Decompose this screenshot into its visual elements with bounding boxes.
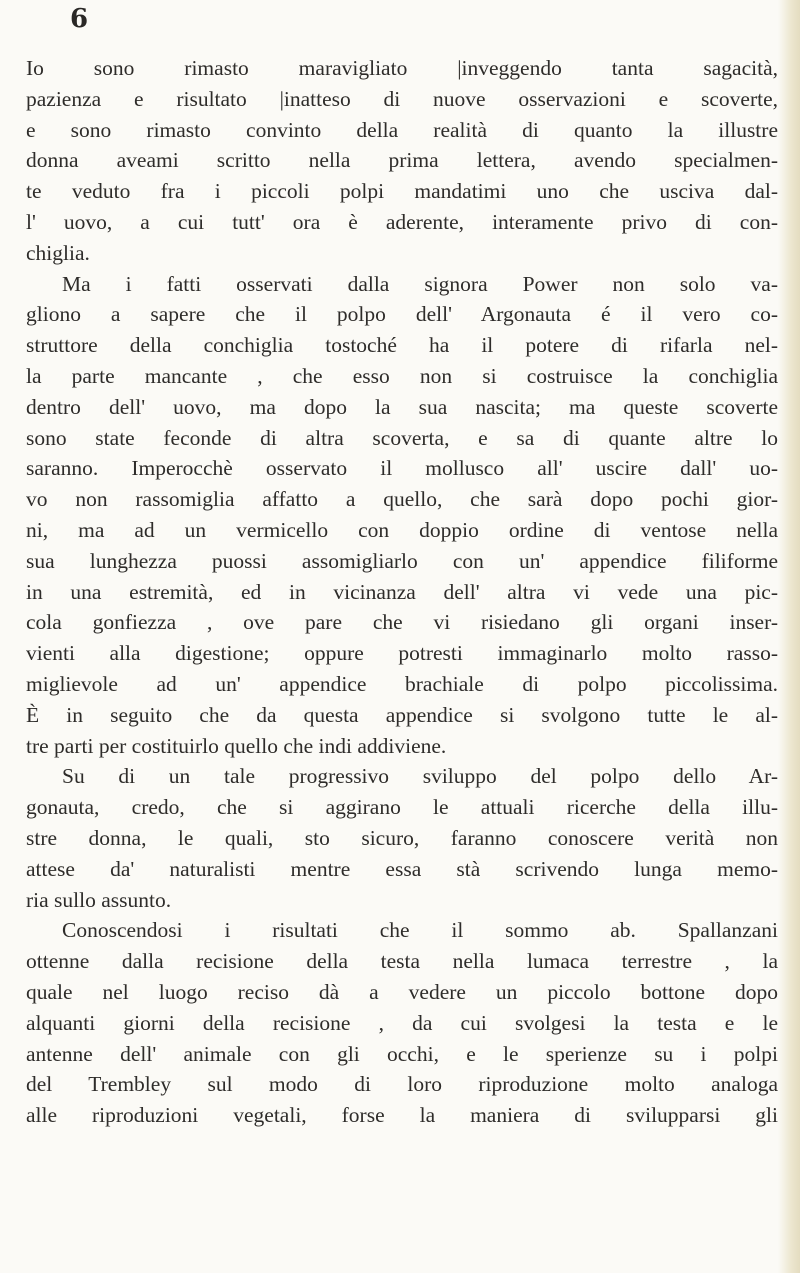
text-line: sono state feconde di altra scoverta, e sa di quante altre lo	[26, 425, 778, 450]
text-line: te veduto fra i piccoli polpi mandatimi uno che usciva dal-	[26, 179, 778, 204]
text-line: Su di un tale progressivo sviluppo del polpo dello Ar-	[62, 764, 778, 789]
text-line: e sono rimasto convinto della realità di quanto la illustre	[26, 117, 778, 142]
text-line: cola gonfiezza , ove pare che vi risiedano gli organi inser-	[26, 610, 778, 635]
text-line: sua lunghezza puossi assomigliarlo con un' appendice filiforme	[26, 548, 778, 573]
text-line: ni, ma ad un vermicello con doppio ordine di ventose nella	[26, 517, 778, 542]
text-line: Ma i fatti osservati dalla signora Power non solo va-	[62, 271, 778, 296]
body-text	[26, 53, 778, 1131]
text-line: pazienza e risultato |inatteso di nuove osservazioni e scoverte,	[26, 86, 778, 111]
text-line: tre parti per costituirlo quello che indi addiviene.	[26, 733, 447, 758]
text-line: l' uovo, a cui tutt' ora è aderente, interamente privo di con-	[26, 209, 778, 234]
page-edge-shadow	[778, 0, 800, 1273]
text-line: gonauta, credo, che si aggirano le attuali ricerche della illu-	[26, 795, 778, 820]
text-line: vienti alla digestione; oppure potresti immaginarlo molto rasso-	[26, 641, 778, 666]
text-line: struttore della conchiglia tostoché ha il potere di rifarla nel-	[26, 333, 778, 358]
text-line: gliono a sapere che il polpo dell' Argonauta é il vero co-	[26, 302, 778, 327]
text-line: dentro dell' uovo, ma dopo la sua nascita; ma queste scoverte	[26, 394, 778, 419]
text-line: ria sullo assunto.	[26, 887, 172, 912]
text-line: del Trembley sul modo di loro riproduzione molto analoga	[26, 1072, 778, 1097]
text-line: vo non rassomiglia affatto a quello, che sarà dopo pochi gior-	[26, 487, 778, 512]
text-line: quale nel luogo reciso dà a vedere un piccolo bottone dopo	[26, 979, 778, 1004]
text-line: antenne dell' animale con gli occhi, e le sperienze su i polpi	[26, 1041, 778, 1066]
text-line: la parte mancante , che esso non si costruisce la conchiglia	[26, 363, 778, 388]
text-line: miglievole ad un' appendice brachiale di polpo piccolissima.	[26, 671, 778, 696]
page-number: 6	[70, 4, 89, 34]
text-line: attese da' naturalisti mentre essa stà scrivendo lunga memo-	[26, 856, 778, 881]
text-line: donna aveami scritto nella prima lettera, avendo specialmen-	[26, 148, 778, 173]
text-line: Io sono rimasto maravigliato |inveggendo tanta sagacità,	[26, 56, 778, 80]
text-line: stre donna, le quali, sto sicuro, faranno conoscere verità non	[26, 825, 778, 850]
text-line: alle riproduzioni vegetali, forse la maniera di svilupparsi gli	[26, 1103, 778, 1128]
text-line: alquanti giorni della recisione , da cui svolgesi la testa e le	[26, 1010, 778, 1035]
text-line: Conoscendosi i risultati che il sommo ab. Spallanzani	[62, 918, 778, 943]
text-line: saranno. Imperocchè osservato il mollusco all' uscire dall' uo-	[26, 456, 778, 481]
text-line: ottenne dalla recisione della testa nella lumaca terrestre , la	[26, 949, 778, 974]
text-line: chiglia.	[26, 240, 90, 265]
text-line: È in seguito che da questa appendice si svolgono tutte le al-	[26, 702, 778, 727]
text-line: in una estremità, ed in vicinanza dell' altra vi vede una pic-	[26, 579, 778, 604]
